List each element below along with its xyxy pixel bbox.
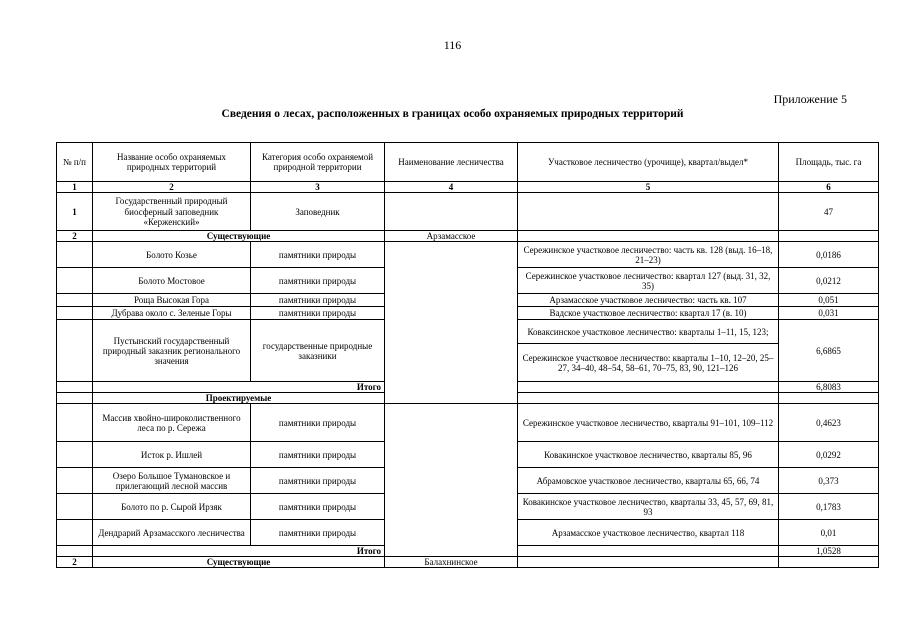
row-name: Дубрава около с. Зеленые Горы <box>93 307 251 320</box>
header-row <box>57 143 879 182</box>
row-district <box>518 546 779 557</box>
section-num: 2 <box>57 231 93 242</box>
column-number: 2 <box>93 182 251 193</box>
row-forestry <box>385 404 518 557</box>
row-forestry <box>385 193 518 231</box>
row-district <box>518 382 779 393</box>
header-category: Категория особо охраняемой природной территории <box>251 143 385 182</box>
row-area: 47 <box>779 193 879 231</box>
section-num: 2 <box>57 557 93 568</box>
row-name: Болото по р. Сырой Ирзяк <box>93 494 251 520</box>
section-forestry: Арзамасское <box>385 231 518 242</box>
row-area: 0,1783 <box>779 494 879 520</box>
section-forestry: Балахнинское <box>385 557 518 568</box>
row-num <box>57 393 93 404</box>
row-category: памятники природы <box>251 242 385 268</box>
total-label: Итого <box>93 382 385 393</box>
total-value: 6,8083 <box>779 382 879 393</box>
row-category: памятники природы <box>251 520 385 546</box>
row-district: Сережинское участковое лесничество, кварталы 91–101, 109–112 <box>518 404 779 442</box>
row-num <box>57 494 93 520</box>
section-label: Существующие <box>93 231 385 242</box>
page-number: 116 <box>443 38 462 52</box>
row-category: памятники природы <box>251 442 385 468</box>
row-name: Болото Мостовое <box>93 268 251 294</box>
row-num <box>57 546 93 557</box>
row-num <box>57 404 93 442</box>
row-num: 1 <box>57 193 93 231</box>
row-num <box>57 242 93 268</box>
row-area: 0,051 <box>779 294 879 307</box>
row-area: 0,0292 <box>779 442 879 468</box>
row-name: Массив хвойно-широколиственного леса по р. Сережа <box>93 404 251 442</box>
row-forestry <box>385 242 518 404</box>
row-district: Сережинское участковое лесничество: часть кв. 128 (выд. 16–18, 21–23) <box>518 242 779 268</box>
row-area: 0,0212 <box>779 268 879 294</box>
row-area: 0,0186 <box>779 242 879 268</box>
row-name: Государственный природный биосферный заповедник «Керженский» <box>93 193 251 231</box>
row-num <box>57 268 93 294</box>
row-num <box>57 294 93 307</box>
appendix-label: Приложение 5 <box>773 92 847 106</box>
row-category: памятники природы <box>251 468 385 494</box>
row-name: Болото Козье <box>93 242 251 268</box>
row-category: Заповедник <box>251 193 385 231</box>
column-number: 5 <box>518 182 779 193</box>
row-num <box>57 320 93 382</box>
row-area: 6,6865 <box>779 320 879 382</box>
row-num <box>57 520 93 546</box>
row-area: 0,4623 <box>779 404 879 442</box>
row-area <box>779 557 879 568</box>
row-area <box>779 231 879 242</box>
document-title: Сведения о лесах, расположенных в границах особо охраняемых природных территорий <box>221 108 684 120</box>
row-category: памятники природы <box>251 404 385 442</box>
total-value: 1,0528 <box>779 546 879 557</box>
row-district <box>518 557 779 568</box>
column-number: 3 <box>251 182 385 193</box>
row-category: памятники природы <box>251 294 385 307</box>
table-row <box>57 404 879 442</box>
row-name: Озеро Большое Тумановское и прилегающий лесной массив <box>93 468 251 494</box>
row-district: Сережинское участковое лесничество: квартал 127 (выд. 31, 32, 35) <box>518 268 779 294</box>
header-num: № п/п <box>57 143 93 182</box>
row-num <box>57 468 93 494</box>
header-district: Участковое лесничество (урочище), квартал/выдел* <box>518 143 779 182</box>
row-num <box>57 382 93 393</box>
row-name: Исток р. Ишлей <box>93 442 251 468</box>
total-label: Итого <box>93 546 385 557</box>
row-district: Арзамасское участковое лесничество, квартал 118 <box>518 520 779 546</box>
row-district: Арзамасское участковое лесничество: часть кв. 107 <box>518 294 779 307</box>
row-district: Ковакинское участковое лесничество, кварталы 85, 96 <box>518 442 779 468</box>
header-forestry: Наименование лесничества <box>385 143 518 182</box>
forest-table <box>56 142 879 568</box>
row-district: Абрамовское участковое лесничество, кварталы 65, 66, 74 <box>518 468 779 494</box>
section-heading-row <box>57 557 879 568</box>
row-district: Ковакинское участковое лесничество, кварталы 33, 45, 57, 69, 81, 93 <box>518 494 779 520</box>
row-district <box>518 231 779 242</box>
row-category: памятники природы <box>251 307 385 320</box>
row-num <box>57 307 93 320</box>
row-name: Пустынский государственный природный заказник регионального значения <box>93 320 251 382</box>
section-label: Существующие <box>93 557 385 568</box>
row-district <box>518 393 779 404</box>
section-heading-row <box>57 231 879 242</box>
row-area: 0,01 <box>779 520 879 546</box>
row-area: 0,031 <box>779 307 879 320</box>
row-name: Дендрарий Арзамасского лесничества <box>93 520 251 546</box>
row-category: государственные природные заказники <box>251 320 385 382</box>
column-number-row <box>57 182 879 193</box>
row-district: Сережинское участковое лесничество: кварталы 1–10, 12–20, 25–27, 34–40, 48–54, 58–61, 70–75, 83, 90, 121–126 <box>518 344 779 382</box>
row-category: памятники природы <box>251 494 385 520</box>
row-num <box>57 442 93 468</box>
column-number: 4 <box>385 182 518 193</box>
section-label: Проектируемые <box>93 393 385 404</box>
column-number: 6 <box>779 182 879 193</box>
header-area: Площадь, тыс. га <box>779 143 879 182</box>
table-row <box>57 242 879 268</box>
row-category: памятники природы <box>251 268 385 294</box>
header-name: Название особо охраняемых природных территорий <box>93 143 251 182</box>
row-area: 0,373 <box>779 468 879 494</box>
row-district <box>518 193 779 231</box>
row-area <box>779 393 879 404</box>
row-district: Вадское участковое лесничество: квартал 17 (в. 10) <box>518 307 779 320</box>
reserve-row <box>57 193 879 231</box>
row-name: Роща Высокая Гора <box>93 294 251 307</box>
row-district: Коваксинское участковое лесничество: кварталы 1–11, 15, 123; <box>518 320 779 344</box>
column-number: 1 <box>57 182 93 193</box>
